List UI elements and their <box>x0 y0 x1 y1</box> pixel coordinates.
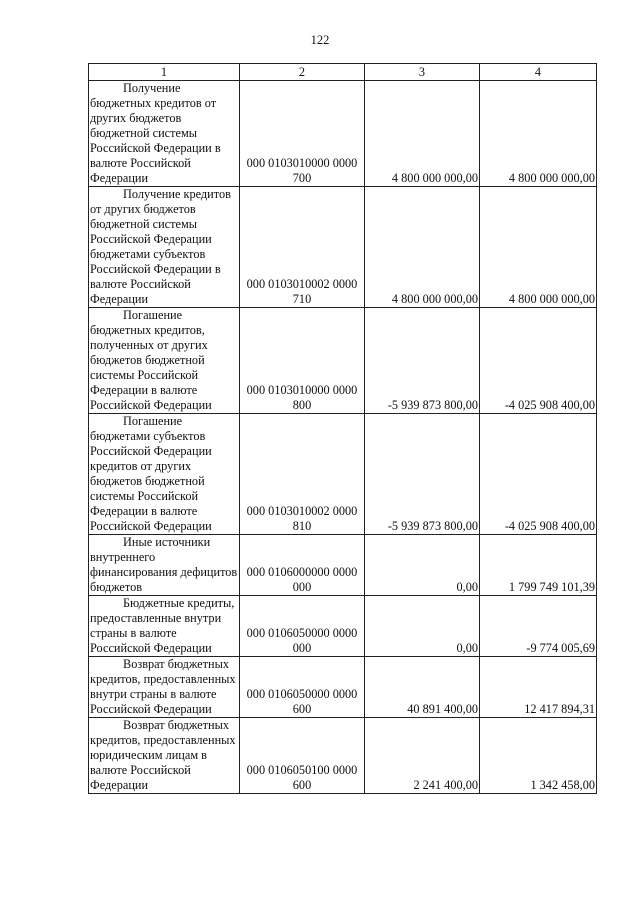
header-col-4: 4 <box>480 64 597 81</box>
row-code-cell: 000 0103010002 0000 810 <box>240 414 365 535</box>
row-value-col3: 4 800 000 000,00 <box>365 81 480 187</box>
table-header <box>89 64 597 81</box>
header-row <box>89 64 597 81</box>
row-name-rest: от других бюджетов бюджетной системы Российской Федерации бюджетами субъектов Российской Федерации в валюте Российской Федерации <box>90 202 221 306</box>
row-code-cell: 000 0106050100 0000 600 <box>240 718 365 794</box>
table-row <box>89 414 597 535</box>
row-name-cell <box>89 308 240 414</box>
table-row <box>89 657 597 718</box>
row-value-col4: -4 025 908 400,00 <box>480 414 597 535</box>
table-body <box>89 81 597 794</box>
row-name-first: Получение <box>123 81 181 95</box>
budget-sources-table <box>88 63 597 794</box>
row-name-first: Погашение <box>123 414 183 428</box>
row-name-first: Погашение <box>123 308 183 322</box>
header-col-3: 3 <box>365 64 480 81</box>
table-row <box>89 535 597 596</box>
table-row <box>89 308 597 414</box>
row-code-cell: 000 0106050000 0000 000 <box>240 596 365 657</box>
row-name-cell <box>89 718 240 794</box>
row-value-col3: 40 891 400,00 <box>365 657 480 718</box>
row-name-cell <box>89 657 240 718</box>
row-value-col3: -5 939 873 800,00 <box>365 308 480 414</box>
row-value-col3: 0,00 <box>365 535 480 596</box>
row-name-rest: бюджетных кредитов от других бюджетов бюджетной системы Российской Федерации в валюте Российской Федерации <box>90 96 221 185</box>
row-name-first: Получение кредитов <box>123 187 231 201</box>
row-code-cell: 000 0103010000 0000 700 <box>240 81 365 187</box>
row-value-col4: 4 800 000 000,00 <box>480 187 597 308</box>
row-name-cell <box>89 187 240 308</box>
table-row <box>89 81 597 187</box>
row-name-cell <box>89 414 240 535</box>
row-value-col3: 4 800 000 000,00 <box>365 187 480 308</box>
row-name-cell <box>89 535 240 596</box>
row-name-rest: бюджетных кредитов, полученных от других бюджетов бюджетной системы Российской Федерации в валюте Российской Федерации <box>90 323 212 412</box>
row-value-col3: -5 939 873 800,00 <box>365 414 480 535</box>
row-name-rest: бюджетами субъектов Российской Федерации кредитов от других бюджетов бюджетной системы Российской Федерации в валюте Российской Федерации <box>90 429 212 533</box>
row-value-col3: 2 241 400,00 <box>365 718 480 794</box>
row-code-cell: 000 0106050000 0000 600 <box>240 657 365 718</box>
row-value-col4: 4 800 000 000,00 <box>480 81 597 187</box>
row-value-col3: 0,00 <box>365 596 480 657</box>
row-value-col4: -4 025 908 400,00 <box>480 308 597 414</box>
header-col-2: 2 <box>240 64 365 81</box>
row-code-cell: 000 0103010000 0000 800 <box>240 308 365 414</box>
row-name-rest: кредитов, предоставленных внутри страны в валюте Российской Федерации <box>90 672 236 716</box>
row-value-col4: 1 799 749 101,39 <box>480 535 597 596</box>
page-number: 122 <box>310 33 330 47</box>
row-name-cell <box>89 596 240 657</box>
table-row <box>89 718 597 794</box>
table-row <box>89 596 597 657</box>
header-col-1: 1 <box>89 64 240 81</box>
row-name-first: Иные источники <box>123 535 211 549</box>
row-value-col4: 12 417 894,31 <box>480 657 597 718</box>
row-name-first: Бюджетные кредиты, <box>123 596 235 610</box>
row-name-cell <box>89 81 240 187</box>
row-value-col4: 1 342 458,00 <box>480 718 597 794</box>
row-name-rest: внутреннего финансирования дефицитов бюджетов <box>90 550 238 594</box>
row-code-cell: 000 0103010002 0000 710 <box>240 187 365 308</box>
row-name-first: Возврат бюджетных <box>123 718 229 732</box>
row-value-col4: -9 774 005,69 <box>480 596 597 657</box>
row-name-rest: кредитов, предоставленных юридическим лицам в валюте Российской Федерации <box>90 733 236 792</box>
row-name-rest: предоставленные внутри страны в валюте Российской Федерации <box>90 611 222 655</box>
row-name-first: Возврат бюджетных <box>123 657 229 671</box>
table-row <box>89 187 597 308</box>
row-code-cell: 000 0106000000 0000 000 <box>240 535 365 596</box>
